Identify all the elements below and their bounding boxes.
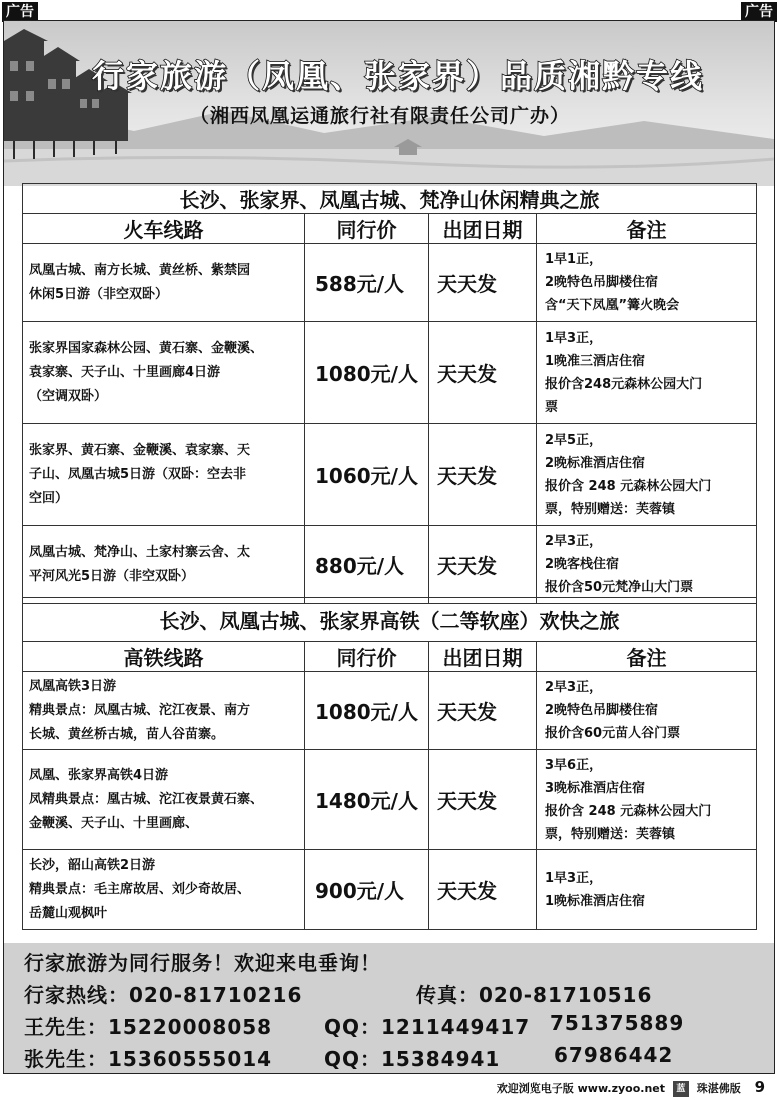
note-line: 票，特别赠送：芙蓉镇 <box>545 501 676 517</box>
note-line: 报价含50元梵净山大门票 <box>545 580 694 595</box>
price-cell: 1080元/人 <box>305 322 429 424</box>
route-cell <box>23 850 305 930</box>
table-row <box>23 244 757 322</box>
table-row <box>23 424 757 526</box>
route-cell <box>23 526 305 604</box>
edition-label: 珠湛佛版 <box>696 1082 741 1095</box>
route-line: 凤凰古城、梵净山、土家村寨云舍、太 <box>29 544 251 560</box>
bottom-bar <box>497 1078 765 1097</box>
note-cell <box>537 850 757 930</box>
contact-wang-qq: QQ：1211449417 <box>324 1015 531 1039</box>
route-line: 空回） <box>29 490 69 506</box>
contact-wang: 王先生：15220008058 <box>24 1015 273 1039</box>
route-cell <box>23 672 305 750</box>
table-row <box>23 526 757 604</box>
route-line: 精典景点：毛主席故居、刘少奇故居、 <box>29 881 251 897</box>
note-line: 1晚标准酒店住宿 <box>545 893 646 909</box>
route-line: （空调双卧） <box>29 388 108 404</box>
note-cell <box>537 244 757 322</box>
date-cell: 天天发 <box>429 322 537 424</box>
note-line: 1早1正， <box>545 252 603 267</box>
ad-label-right: 广告 <box>741 2 777 22</box>
ad-page <box>3 20 775 1074</box>
note-line: 报价含 248 元森林公园大门 <box>545 803 712 819</box>
route-line: 凤精典景点：凰古城、沱江夜景黄石寨、 <box>29 791 264 807</box>
note-cell <box>537 672 757 750</box>
route-line: 金鞭溪、天子山、十里画廊、 <box>29 815 199 831</box>
col-header-date: 出团日期 <box>429 214 537 244</box>
route-line: 长沙，韶山高铁2日游 <box>29 857 156 873</box>
contact-wang-qq-2: 751375889 <box>550 1011 685 1035</box>
note-line: 1早3正， <box>545 330 603 346</box>
price-cell: 588元/人 <box>305 244 429 322</box>
train-routes-table <box>22 183 757 604</box>
note-line: 1晚准三酒店住宿 <box>545 353 646 369</box>
note-line: 2早5正， <box>545 432 603 448</box>
note-line: 2晚标准酒店住宿 <box>545 455 646 471</box>
page-number: 9 <box>754 1078 765 1096</box>
note-line: 2晚特色吊脚楼住宿 <box>545 703 659 718</box>
banner-title: 行家旅游（凤凰、张家界）品质湘黔专线 <box>92 57 705 95</box>
section2-title: 长沙、凤凰古城、张家界高铁（二等软座）欢快之旅 <box>23 598 757 642</box>
date-cell: 天天发 <box>429 424 537 526</box>
col-header-route: 火车线路 <box>23 214 305 244</box>
note-line: 2晚特色吊脚楼住宿 <box>545 275 659 290</box>
date-cell: 天天发 <box>429 850 537 930</box>
hotline: 行家热线：020-81710216 <box>24 983 303 1007</box>
date-cell: 天天发 <box>429 526 537 604</box>
note-line: 票，特别赠送：芙蓉镇 <box>545 826 676 842</box>
high-speed-rail-table <box>22 597 757 930</box>
col-header-price: 同行价 <box>305 214 429 244</box>
route-cell <box>23 322 305 424</box>
col-header-note: 备注 <box>537 642 757 672</box>
route-line: 岳麓山观枫叶 <box>29 905 108 921</box>
fax: 传真：020-81710516 <box>416 983 653 1007</box>
note-line: 3晚标准酒店住宿 <box>545 780 646 796</box>
route-line: 休闲5日游（非空双卧） <box>29 286 169 302</box>
footer-slogan: 行家旅游为同行服务！欢迎来电垂询！ <box>24 951 381 975</box>
note-line: 票 <box>545 399 559 415</box>
price-cell: 1480元/人 <box>305 750 429 850</box>
note-line: 2早3正， <box>545 680 603 695</box>
route-line: 精典景点：凤凰古城、沱江夜景、南方 <box>29 702 251 718</box>
note-line: 报价含 248 元森林公园大门 <box>545 478 712 494</box>
section1-title: 长沙、张家界、凤凰古城、梵净山休闲精典之旅 <box>23 184 757 214</box>
price-cell: 900元/人 <box>305 850 429 930</box>
price-cell: 1080元/人 <box>305 672 429 750</box>
note-line: 报价含248元森林公园大门 <box>545 376 703 392</box>
price-cell: 1060元/人 <box>305 424 429 526</box>
banner-subtitle: （湘西凤凰运通旅行社有限责任公司广办） <box>190 105 571 127</box>
route-cell <box>23 244 305 322</box>
col-header-date: 出团日期 <box>429 642 537 672</box>
note-line: 3早6正， <box>545 757 603 773</box>
route-line: 张家界国家森林公园、黄石寨、金鞭溪、 <box>29 340 264 356</box>
route-line: 凤凰、张家界高铁4日游 <box>29 767 169 783</box>
route-cell <box>23 424 305 526</box>
date-cell: 天天发 <box>429 672 537 750</box>
site-text: 欢迎浏览电子版 www.zyoo.net <box>496 1082 666 1095</box>
contact-zhang-qq-2: 67986442 <box>554 1043 674 1067</box>
table-row <box>23 322 757 424</box>
note-line: 含“天下凤凰”篝火晚会 <box>545 298 680 313</box>
contact-zhang: 张先生：15360555014 <box>24 1047 273 1071</box>
route-line: 长城、黄丝桥古城，苗人谷苗寨。 <box>29 726 225 742</box>
contact-footer <box>4 943 774 1073</box>
route-cell <box>23 750 305 850</box>
col-header-note: 备注 <box>537 214 757 244</box>
col-header-route: 高铁线路 <box>23 642 305 672</box>
publication-logo-icon: 蓝 <box>673 1081 689 1097</box>
note-cell <box>537 424 757 526</box>
note-cell <box>537 526 757 604</box>
note-line: 1早3正， <box>545 870 603 886</box>
table-row <box>23 672 757 750</box>
table-row <box>23 750 757 850</box>
note-line: 报价含60元苗人谷门票 <box>545 726 681 741</box>
price-cell: 880元/人 <box>305 526 429 604</box>
date-cell: 天天发 <box>429 244 537 322</box>
route-line: 凤凰古城、南方长城、黄丝桥、紫禁园 <box>29 262 251 278</box>
note-line: 2早3正， <box>545 534 603 549</box>
ad-label-left: 广告 <box>2 2 38 22</box>
route-line: 张家界、黄石寨、金鞭溪、袁家寨、天 <box>29 442 251 458</box>
table-row <box>23 850 757 930</box>
contact-zhang-qq: QQ：15384941 <box>324 1047 501 1071</box>
banner <box>4 21 774 186</box>
col-header-price: 同行价 <box>305 642 429 672</box>
route-line: 凤凰高铁3日游 <box>29 678 117 694</box>
date-cell: 天天发 <box>429 750 537 850</box>
note-line: 2晚客栈住宿 <box>545 557 620 572</box>
route-line: 子山、凤凰古城5日游（双卧：空去非 <box>29 466 247 482</box>
route-line: 袁家寨、天子山、十里画廊4日游 <box>29 364 221 380</box>
route-line: 平河风光5日游（非空双卧） <box>29 568 195 584</box>
note-cell <box>537 750 757 850</box>
note-cell <box>537 322 757 424</box>
